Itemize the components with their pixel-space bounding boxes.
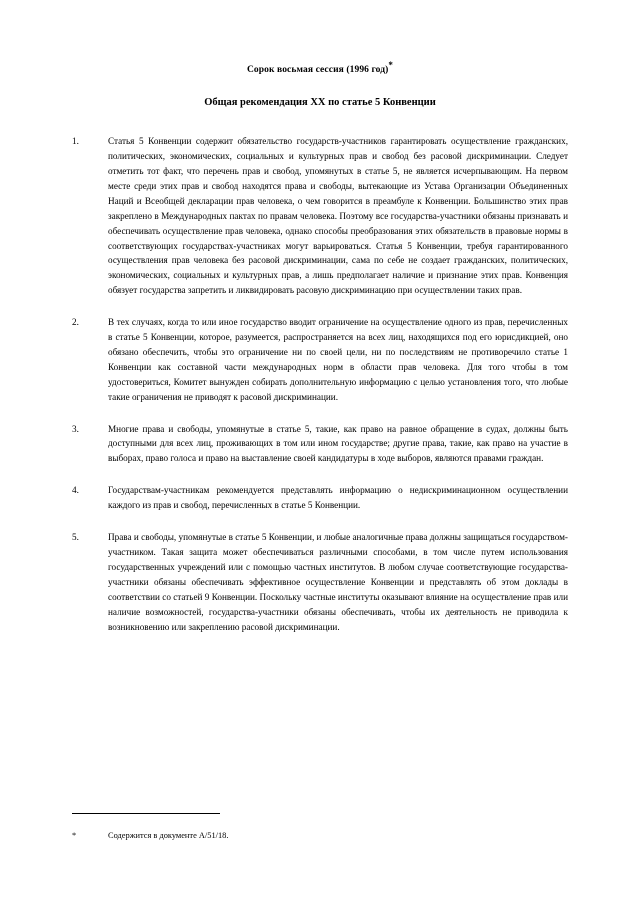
- paragraph-text: Многие права и свободы, упомянутые в статье 5, такие, как право на равное обращение в судах, должны быть доступными для всех лиц, проживающих в том или ином государстве; другие права, такие, как право на участие в выборах, право голоса и право на выставление своей кандидатуры в ходе выборов, являются правами граждан.: [108, 423, 568, 464]
- paragraph-number: 3.: [72, 423, 79, 434]
- paragraph-number: 4.: [72, 485, 79, 496]
- paragraph-text: Государствам-участникам рекомендуется представлять информацию о недискриминационном осуществлении каждого из прав и свобод, перечисленных в статье 5 Конвенции.: [108, 485, 568, 511]
- paragraph-text: Права и свободы, упомянутые в статье 5 Конвенции, и любые аналогичные права должны защищаться государством-участником. Такая защита может обеспечиваться различными способами, в том числе путем использования государственных учреждений или с помощью частных институтов. В любом случае соответствующие государства-участники обязаны обеспечивать эффективное осуществление Конвенции и представлять об этом доклады в соответствии со статьей 9 Конвенции. Поскольку частные институты оказывают влияние на осуществление прав или наличие возможностей, государства-участники обязаны обеспечивать, чтобы их деятельность не приводила к возникновению или закреплению расовой дискриминации.: [108, 532, 568, 632]
- page-subtitle: Общая рекомендация XX по статье 5 Конвенции: [204, 97, 436, 109]
- page-title-text: Сорок восьмая сессия (1996 год): [246, 65, 389, 76]
- paragraph-text: Статья 5 Конвенции содержит обязательство государств-участников гарантировать осуществление гражданских, политических, экономических, социальных и культурных прав и свобод без расовой дискриминации. Следует отметить тот факт, что перечень прав и свобод, упомянутых в статье 5, не является исчерпывающим. На первом месте среди этих прав и свобод находятся права и свободы, вытекающие из Устава Организации Объединенных Наций и Всеобщей декларации прав человека, о чем говорится в преамбуле к Конвенции. Большинство этих прав закреплено в Международных пактах по правам человека. Поэтому все государства-участники обязаны признавать и обеспечивать осуществление прав человека, однако способы преобразования этих обязательств в правовые нормы в соответствующих государствах-участниках могут варьироваться. Статья 5 Конвенции, требуя гарантированного осуществления прав человека без расовой дискриминации, сама по себе не создает гражданских, политических, экономических, социальных и культурных прав, а лишь предполагает наличие и признание этих прав. Конвенция обязует государства запретить и ликвидировать расовую дискриминацию при осуществлении таких прав.: [108, 136, 568, 296]
- footnote-marker: *: [72, 831, 77, 840]
- title-block: [72, 60, 568, 108]
- paragraph-5: [72, 530, 568, 634]
- paragraph-text: В тех случаях, когда то или иное государство вводит ограничение на осуществление одного из прав, перечисленных в статье 5 Конвенции, которое, разумеется, распространяется на всех лиц, находящихся под его юрисдикцией, оно обязано обеспечить, чтобы это ограничение ни по своей цели, ни по последствиям не противоречило статье 1 Конвенции как составной части международных норм в области прав человека. Для того чтобы в том удостовериться, Комитет вынужден собирать дополнительную информацию с целью установления того, что любые такие ограничения не приводят к расовой дискриминации.: [108, 317, 568, 402]
- paragraph-number: 1.: [72, 136, 79, 147]
- paragraph-1: [72, 134, 568, 298]
- paragraph-number: 5.: [72, 532, 79, 543]
- paragraph-3: [72, 422, 568, 467]
- footnote: [72, 830, 568, 842]
- footnote-text: Содержится в документе A/51/18.: [108, 831, 229, 840]
- paragraph-number: 2.: [72, 317, 79, 328]
- paragraph-2: [72, 315, 568, 404]
- title-footnote-marker: *: [388, 60, 394, 70]
- page-title: [72, 60, 568, 75]
- paragraph-4: [72, 483, 568, 513]
- footnote-separator: [72, 813, 220, 814]
